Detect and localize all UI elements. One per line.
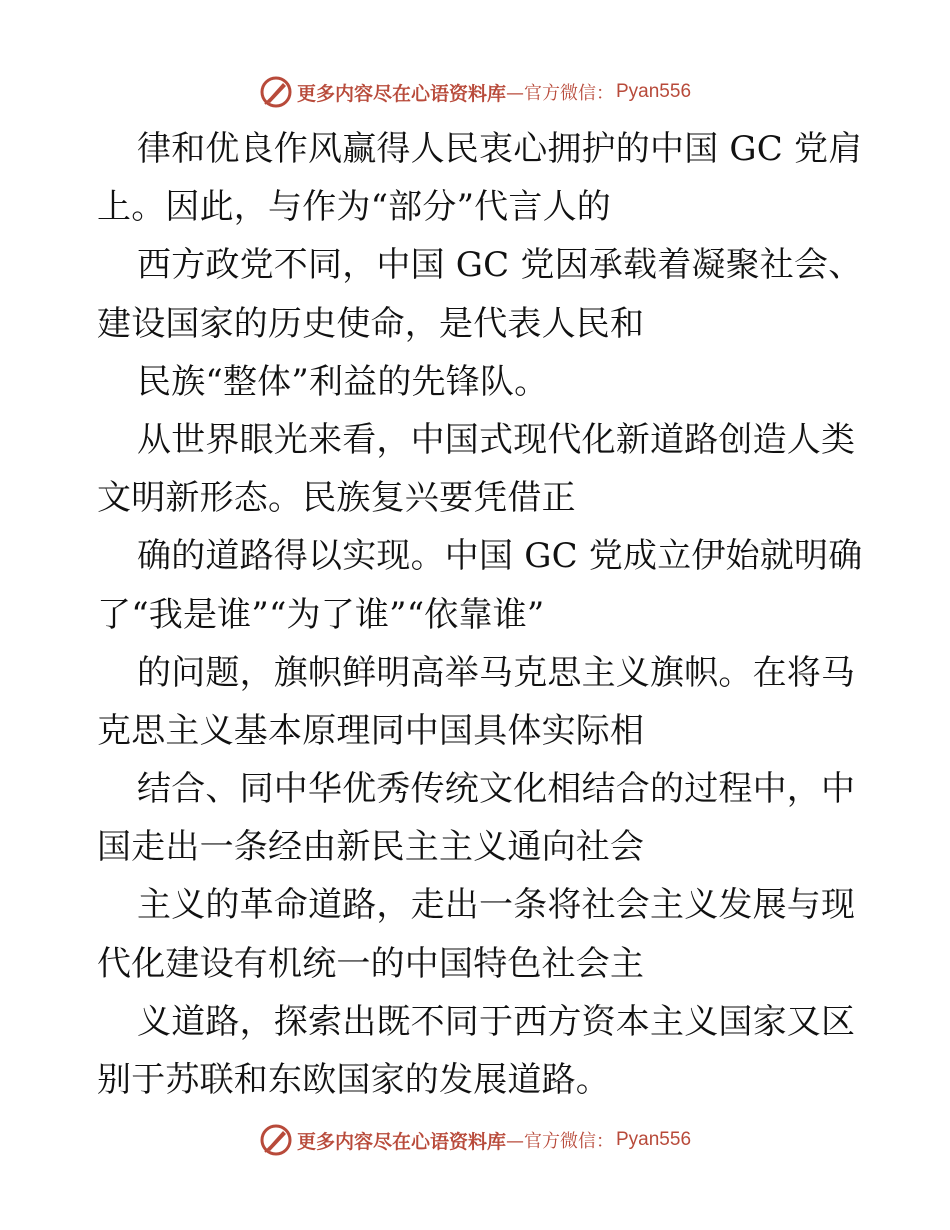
body-line: 上。因此，与作为“部分”代言人的 [97,187,611,228]
body-line: 代化建设有机统一的中国特色社会主 [97,943,645,984]
watermark-account: Pyan556 [616,81,692,102]
body-line: 西方政党不同，中国 GC 党因承载着凝聚社会、 [137,245,863,286]
body-line: 文明新形态。民族复兴要凭借正 [97,478,576,519]
body-line: 确的道路得以实现。中国 GC 党成立伊始就明确 [137,536,863,577]
footer-watermark [0,1120,950,1160]
document-body [97,120,863,1109]
body-line: 主义的革命道路，走出一条将社会主义发展与现 [137,885,856,926]
watermark-dash: —官方微信： [506,1131,614,1152]
watermark-dash: —官方微信： [506,83,614,104]
body-line: 律和优良作风赢得人民衷心拥护的中国 GC 党肩 [137,129,863,169]
body-line: 义道路，探索出既不同于西方资本主义国家又区 [137,1001,856,1042]
body-line: 了“我是谁”“为了谁”“依靠谁” [97,594,545,635]
watermark-text: 更多内容尽在心语资料库 [296,1130,506,1153]
body-line: 结合、同中华优秀传统文化相结合的过程中，中 [137,769,856,810]
body-line: 从世界眼光来看，中国式现代化新道路创造人类 [137,419,856,460]
quill-pen-logo-icon [259,1123,293,1157]
body-line: 别于苏联和东欧国家的发展道路。 [97,1060,610,1100]
body-line: 克思主义基本原理同中国具体实际相 [97,710,645,751]
body-line: 建设国家的历史使命，是代表人民和 [97,303,645,344]
body-line: 民族“整体”利益的先锋队。 [137,361,549,402]
watermark-text: 更多内容尽在心语资料库 [296,82,506,105]
quill-pen-logo-icon [259,75,293,109]
body-line: 的问题，旗帜鲜明高举马克思主义旗帜。在将马 [137,652,856,693]
header-watermark [0,72,950,112]
body-line: 国走出一条经由新民主主义通向社会 [97,827,645,868]
watermark-account: Pyan556 [616,1129,692,1150]
